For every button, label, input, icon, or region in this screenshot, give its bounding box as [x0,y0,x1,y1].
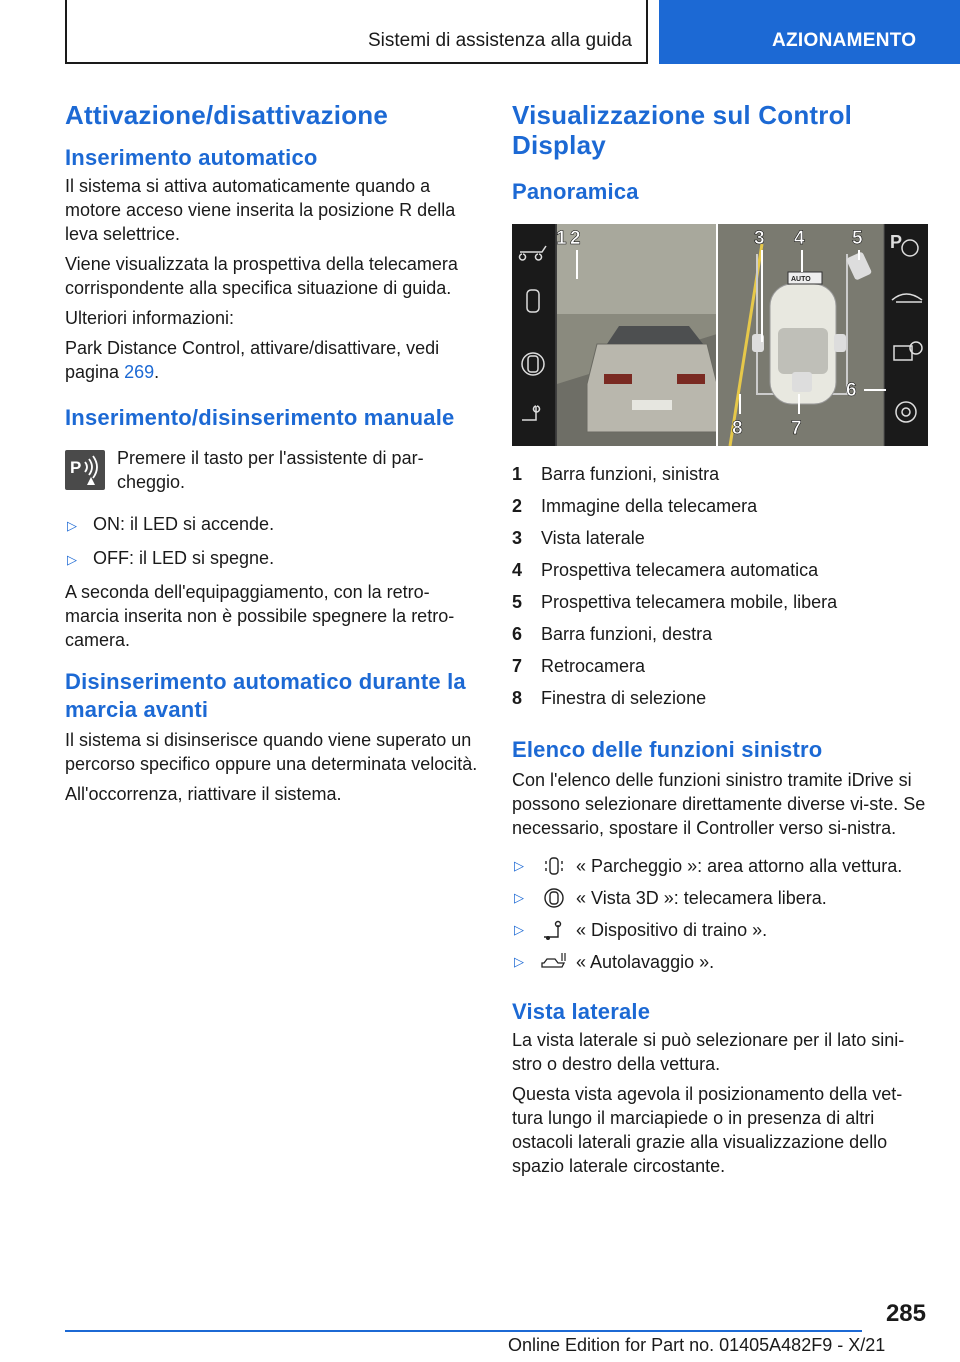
list-item-text: ON: il LED si accende. [93,514,275,534]
right-column [512,100,928,1178]
legend-number: 4 [512,560,523,580]
function-item [512,946,928,978]
legend-item [512,590,928,622]
heading-auto-off: Disinserimento automatico durante la marcia avanti [65,669,466,722]
paragraph-crossref [65,336,480,384]
heading-auto-on: Inserimento automatico [65,145,318,170]
footer-divider [65,1330,862,1332]
left-column [65,100,480,806]
legend-number: 6 [512,624,523,644]
legend-item [512,622,928,654]
paragraph: A seconda dell'equipaggiamento, con la retro-marcia inserita non è possibile spegnere la retro-camera. [65,582,455,650]
list-item-text: OFF: il LED si spegne. [93,548,275,568]
heading-side-view: Vista laterale [512,999,651,1024]
legend-text: Barra funzioni, destra [541,624,713,644]
heading-functions: Elenco delle funzioni sinistro [512,737,823,762]
triangle-bullet-icon: ▷ [514,890,524,905]
crossref-end: . [154,362,160,382]
legend-text: Retrocamera [541,656,646,676]
button-instruction-text: Premere il tasto per l'assistente di par-cheggio. [117,448,424,492]
function-item-text: « Dispositivo di traino ». [576,920,768,940]
parking-assistant-button-icon [65,450,105,490]
function-item-text: « Vista 3D »: telecamera libera. [576,888,827,908]
heading-overview: Panoramica [512,179,639,204]
heading-activation: Attivazione/disattivazione [65,100,389,130]
header-chapter-title: AZIONAMENTO [772,30,917,51]
legend-number: 5 [512,592,523,612]
function-item [512,914,928,946]
image-callout: 7 [791,418,802,439]
triangle-bullet-icon: ▷ [514,954,524,969]
function-item [512,882,928,914]
auto-badge: AUTO [791,276,811,283]
3d-view-icon [540,887,568,909]
image-callout: 1 [556,228,567,249]
legend-item [512,654,928,686]
list-item [65,512,480,538]
svg-text:P: P [890,232,903,252]
paragraph: La vista laterale si può selezionare per il lato sini-stro o destro della vettura. [512,1030,905,1074]
page-number: 285 [885,1300,926,1327]
parking-view-icon [540,855,568,877]
paragraph: Il sistema si disinserisce quando viene superato un percorso specifico oppure una determinata velocità. [65,730,478,774]
control-display-image [512,224,928,446]
paragraph: Il sistema si attiva automaticamente quando a motore acceso viene inserita la posizione R della leva selettrice. [65,176,456,244]
legend-text: Vista laterale [541,528,645,548]
triangle-bullet-icon: ▷ [67,552,77,567]
triangle-bullet-icon: ▷ [514,858,524,873]
function-item-text: « Autolavaggio ». [576,952,715,972]
image-callout: 2 [570,228,581,249]
function-item [512,850,928,882]
legend-number: 8 [512,688,523,708]
paragraph: Con l'elenco delle funzioni sinistro tramite iDrive si possono selezionare direttamente diverse vi-ste. Se necessario, spostare il Controller verso si-nistra. [512,770,926,838]
legend-number: 1 [512,464,523,484]
legend-text: Immagine della telecamera [541,496,758,516]
paragraph: Questa vista agevola il posizionamento della vet-tura lungo il marciapiede o in presenza di altri ostacoli laterali grazie alla visualizzazione dello spazio laterale circostante. [512,1084,903,1176]
image-callout: 6 [846,380,857,401]
legend-number: 3 [512,528,523,548]
image-legend [512,462,928,718]
on-off-list [65,512,480,572]
legend-text: Finestra di selezione [541,688,707,708]
paragraph: All'occorrenza, riattivare il sistema. [65,784,342,804]
image-callout: 5 [852,228,863,249]
header-section-title: Sistemi di assistenza alla guida [367,30,632,51]
legend-text: Prospettiva telecamera mobile, libera [541,592,838,612]
function-item-text: « Parcheggio »: area attorno alla vettura. [576,856,903,876]
legend-number: 2 [512,496,523,516]
car-wash-icon [540,951,568,973]
legend-item [512,494,928,526]
list-item [65,546,480,572]
paragraph: Viene visualizzata la prospettiva della telecamera corrispondente alla specifica situazione di guida. [65,254,458,298]
heading-manual: Inserimento/disinserimento manuale [65,405,455,430]
page-link[interactable]: 269 [124,362,155,382]
legend-number: 7 [512,656,523,676]
image-callout: 8 [732,418,743,439]
header-section-box [65,0,648,64]
crossref-text: Park Distance Control, attivare/disattivare, vedi pagina [65,338,440,382]
legend-text: Barra funzioni, sinistra [541,464,720,484]
heading-control-display: Visualizzazione sul Control Display [512,100,853,160]
footer-edition: Online Edition for Part no. 01405A482F9 - X/21 [508,1335,886,1355]
image-callout: 3 [754,228,765,249]
image-callout: 4 [794,228,805,249]
legend-item [512,686,928,718]
tow-hitch-icon [540,919,568,941]
paragraph: Ulteriori informazioni: [65,308,235,328]
legend-item [512,558,928,590]
legend-item [512,462,928,494]
legend-item [512,526,928,558]
function-list [512,850,928,978]
svg-text:P: P [70,458,82,477]
legend-text: Prospettiva telecamera automatica [541,560,819,580]
header-chapter-tab [659,0,960,64]
button-instruction [65,446,480,494]
triangle-bullet-icon: ▷ [67,518,77,533]
triangle-bullet-icon: ▷ [514,922,524,937]
